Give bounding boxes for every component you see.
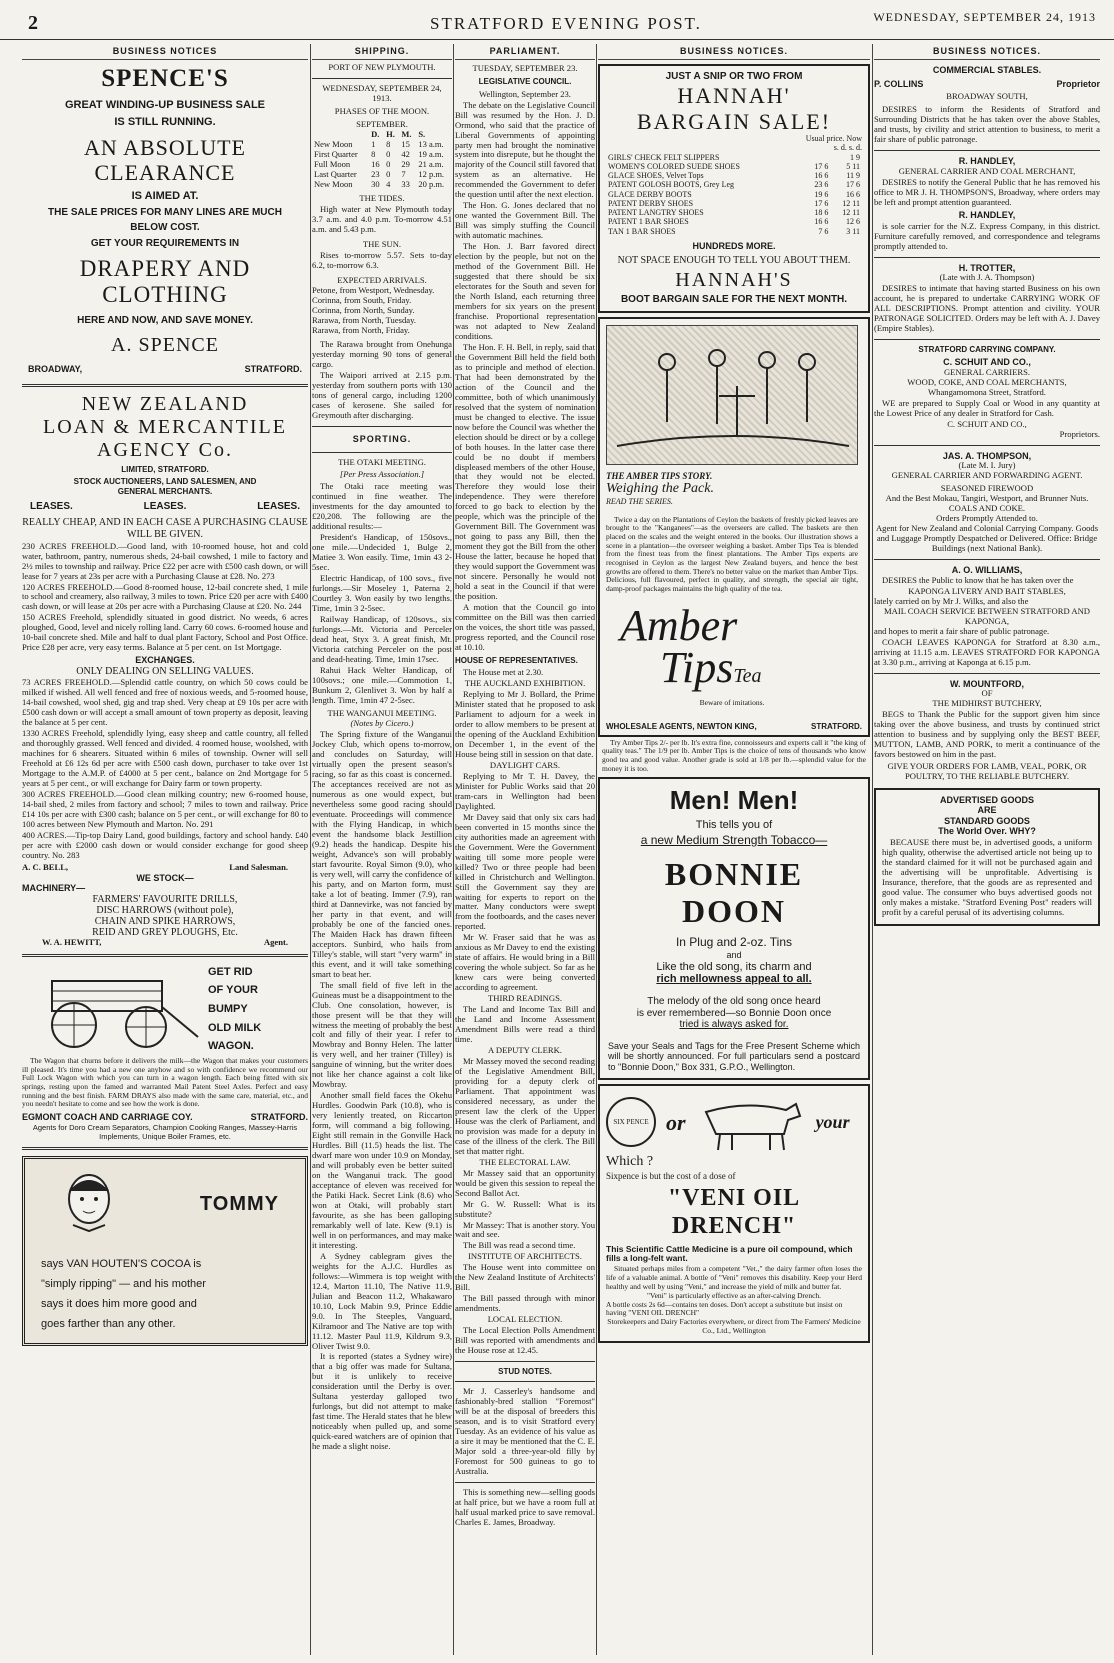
- council-paragraph: The Hon. G. Jones declared that no one wanted the Government Bill. The Bill was simply stuffing the Council with automatic machines.: [455, 200, 595, 241]
- spence-name: SPENCE'S: [101, 65, 229, 93]
- williams-kaponga: KAPONGA LIVERY AND BAIT STABLES,: [908, 586, 1066, 597]
- moon-row: First Quarter 8 0 42 19 a.m.: [314, 149, 444, 159]
- adv-heading: ADVERTISED GOODS: [939, 795, 1034, 806]
- column-rule: [596, 44, 597, 1655]
- veni-text: Situated perhaps miles from a competent "Vet.," the dairy farmer often loses the life of a valuable animal. A bottle of "Veni" removes this disability. Keep your Herd healthy and well by using "Veni," and increase the yield of milk and butter fat.: [606, 1264, 862, 1291]
- collins-title: Proprietor: [1056, 78, 1100, 89]
- bonnie-rich: rich mellowness appeal to all.: [656, 973, 812, 986]
- hannah-space: NOT SPACE ENOUGH TO TELL YOU ABOUT THEM.: [617, 255, 851, 267]
- wagon-town: STRATFORD.: [250, 1111, 308, 1122]
- machinery-item: DISC HARROWS (without pole),: [96, 904, 234, 916]
- otaki-title: THE OTAKI MEETING.: [338, 457, 426, 468]
- adv-heading: ARE: [977, 805, 997, 816]
- house-paragraph: Mr G. W. Russell: What is its substitute?: [455, 1198, 595, 1219]
- thompson-coals: COALS AND COKE.: [948, 502, 1026, 513]
- wagon-body: The Wagon that churns before it delivers the milk—the Wagon that makes your customers ill pleased. It's time you had a new one anyhow and so with confidence we recommend our Full Lock Wagon with which you can turn in a wagon length. Each being fitted with six springs, resting upon the famed and warranted Mail Patent Steel Axles. Perfect and easy running and the best finish. FARM DRAYS also made with the same care, material, etc., and you needn't hesitate to come and see how the work is done.: [22, 1056, 308, 1109]
- spence-line: GREAT WINDING-UP BUSINESS SALE: [64, 99, 266, 112]
- council-title: LEGISLATIVE COUNCIL.: [478, 77, 572, 87]
- port-title: PORT OF NEW PLYMOUTH.: [328, 62, 436, 73]
- shipping-date: WEDNESDAY, SEPTEMBER 24, 1913.: [322, 83, 442, 104]
- thompson-firewood: SEASONED FIREWOOD: [940, 482, 1034, 493]
- bonnie-like: Like the old song, its charm and: [656, 960, 812, 973]
- otaki-paragraph: Rahui Hack Welter Handicap, of 100sovs.; one mile.—Commotion 1, Bunkum 2, Glenlivet 3. Won by half a length. Time, 1min 47 2-5sec.: [312, 664, 452, 705]
- column-business-notices-2: [874, 44, 1100, 1655]
- listing: 150 ACRES Freehold, splendidly situated in good district. No weeds, 6 acres ploughed, Good, level and nicely rolling land. Carry 60 cows. 6-roomed house and 10-bail concrete shed. Mile and half to dual plant Factory, School and Post Office. Price £28 per acre, very easy terms. Balance at 5 per cent. on 1st Mortgage.: [22, 612, 308, 653]
- leases-label: LEASES.: [257, 500, 300, 512]
- mountford-notice: BEGS to Thank the Public for the support given him since taking over the above business, and trusts by continued strict attention to business and by supplying only the BEST BEEF, MUTTON, LAMB, AND PORK, to merit a continuance of the favors bestowed on him in the past.: [874, 709, 1100, 760]
- nzl-cheap: REALLY CHEAP, AND IN EACH CASE A PURCHASING CLAUSE WILL BE GIVEN.: [22, 517, 308, 541]
- handley: R. HANDLEY,: [958, 210, 1016, 221]
- listing: 1330 ACRES Freehold, splendidly lying, easy sheep and cattle country, all felled and thoroughly grassed. Well fenced and divided. 4 roomed house, woolshed, with machines for 6 shearers. Situated within 6 miles of township. Owner will sell Freehold at £6 12s 6d per acre with £500 cash down, purchaser to take over 1st Mortgage to the A.M.P. of £4000 at 5 per cent., balance on 2nd Mortgage for 5 years at 5 per cent., or will exchange for Dairy farm or town property.: [22, 728, 308, 789]
- house-paragraph: The House met at 2.30.: [463, 667, 544, 678]
- house-paragraph: Mr Massey: That is another story. You wait and see.: [455, 1219, 595, 1240]
- veni-which: Which ?: [606, 1154, 654, 1170]
- trotter: H. TROTTER,: [958, 262, 1016, 273]
- newspaper-title: STRATFORD EVENING POST.: [430, 14, 702, 33]
- amber-try-text: Try Amber Tips 2/- per lb. It's extra fine, connoisseurs and experts call it "the king of quality teas." The 1/9 per lb. Amber Tips is the choice of tens of thousands who know good tea and good value. Another grade is sold at 1/8 per lb.—splendid value for the money it is too.: [602, 737, 866, 773]
- house-title: HOUSE OF REPRESENTATIVES.: [455, 655, 578, 665]
- nzl-limited: LIMITED, STRATFORD.: [121, 465, 209, 475]
- moon-row: Last Quarter 23 0 7 12 p.m.: [314, 168, 445, 179]
- veni-or: or: [666, 1109, 686, 1135]
- adv-because: BECAUSE there must be, in advertised goods, a uniform high quality, otherwise the advertised article not being up to the standard claimed for it will not be purchased again and the advertising will be unprofitable. Advertising is Insurance, therefore, that the goods are as represented and good value. The consumer who buys advertised goods not only makes a mistake. "Stratford Evening Post" readers will profit by a careful perusal of its advertising columns.: [882, 836, 1092, 917]
- arrival-item: Rarawa, from North, Friday.: [312, 325, 410, 336]
- cocoa-name: TOMMY: [199, 1193, 279, 1216]
- house-paragraph: The Local Election Polls Amendment Bill was reported with amendments and the House rose at 12.45.: [455, 1325, 595, 1356]
- handley: R. HANDLEY,: [958, 156, 1016, 167]
- house-subhead: THE AUCKLAND EXHIBITION.: [464, 678, 586, 689]
- veni-text: "Veni" is particularly effective as an after-calving Drench.: [646, 1291, 822, 1301]
- amber-brand: Tips: [660, 642, 734, 692]
- spence-headline: DRAPERY AND CLOTHING: [79, 255, 251, 308]
- cocoa-line: says VAN HOUTEN'S COCOA is: [41, 1258, 202, 1271]
- nzl-salesman: A. C. BELL,: [22, 861, 69, 872]
- wagon-heading: GET RID: [208, 965, 253, 978]
- otaki-paragraph: President's Handicap, of 150sovs., one mile.—Undecided 1, Bulge 2, Matiee 3. Won easily. Time, 1min 43 2-5sec.: [312, 532, 452, 572]
- moon-col-header: S.: [418, 129, 426, 140]
- arrival-item: Corinna, from South, Friday.: [312, 295, 412, 306]
- machinery-item: REID AND GREY PLOUGHS, Etc.: [92, 926, 238, 938]
- handley-notice: DESIRES to notify the General Public that he has removed his office to MR J. H. THOMPSON'S, Broadway, where orders may be left and prompt attention guaranteed.: [874, 176, 1100, 207]
- price-row: GLACE DERBY BOOTS 19 6 16 6: [608, 189, 860, 199]
- amber-beware: Beware of imitations.: [699, 697, 765, 707]
- veni-sixpence: Sixpence is but the cost of a dose of: [606, 1170, 736, 1181]
- house-subhead: A DEPUTY CLERK.: [488, 1045, 562, 1056]
- nzl-sub: GENERAL MERCHANTS.: [117, 486, 213, 496]
- listing: 73 ACRES FREEHOLD.—Splendid cattle country, on which 50 cows could be milked if wished. All well fenced and free of noxious weeds, and 5-roomed house, 14-bail cowshed, wool shed, gig and trap shed. Very cheap at £9 10s per acre with £500 cash down or will accept a small amount of town property as deposit, leaving the balance at 5 per cent.: [22, 677, 308, 728]
- hannah-name: HANNAH': [677, 83, 791, 109]
- council-paragraph: The Hon. F. H. Bell, in reply, said that the Government Bill held the field both as to principle and method of election. That had been demonstrated by the action of the Council and the committee, both of which unanimously resolved that the system of nomination must be changed to elective. The issue now before the Council was whether the election should be direct or by a college of both houses. In the latter case there could be no doubt if members displeased members of the other House, that they would not be elected. Therefore they would lose their independence. They were therefore forced to go back to election by the people, which was the principle of the Government Bill. The Government was not going to pass any Bill, then the moment they got the Bill from the other House the latter, because he hoped that they would support the Government was not sincere. Personally he would not hold a seat in the Council if that were the position.: [455, 341, 595, 602]
- house-paragraph: The Bill was read a second time.: [463, 1240, 576, 1251]
- nzl-name: NEW ZEALAND: [81, 393, 249, 416]
- column-rule: [310, 44, 311, 1655]
- house-subhead: DAYLIGHT CARS.: [489, 759, 561, 770]
- listing: 300 ACRES FREEHOLD.—Good clean milking country; new 6-roomed house, 14-bail shed, 2 miles from factory and school; 7 miles to town and railway. Price £14 10s per acre with £300 cash; balance on 5 per cent., or will exchange for 80 to 100 acres between New Plymouth and Marton. No. 291: [22, 788, 308, 829]
- amber-read: READ THE SERIES.: [606, 497, 673, 507]
- column-advertisements: [598, 44, 870, 1655]
- wagon-advert: [22, 963, 308, 1142]
- collins-address: BROADWAY SOUTH,: [946, 91, 1028, 102]
- amber-body: Twice a day on the Plantations of Ceylon the baskets of freshly picked leaves are brought to the "Kanganees"—as the overseers are called. The baskets are then placed on the scales and the weight entered in the books. Our illustration shows a scene in a plantation—the overseer weighing a basket. Amber Tips Tea is blended from the finest teas from the finest plantations. The Amber Tips experts are recognised in Ceylon as the largest New Zealand buyers, and hence the best growths are offered to them. There's no better value on the market than Amber Tips. Delicious, full flavoured, perfect in quality, and strength, the special air tight, damp-proof packages maintains the high quality of the tea.: [606, 514, 858, 593]
- issue-date: WEDNESDAY, SEPTEMBER 24, 1913: [873, 10, 1096, 24]
- cocoa-line: says it does him more good and: [41, 1298, 197, 1311]
- wanganui-paragraph: The Spring fixture of the Wanganui Jockey Club, which opens to-morrow, and concludes on Saturday, will virtually open the present season's racing, so far as this coast is concerned. The acceptances received are not as numerous as one would expect, but nevertheless some good racing should eventuate. Proceedings will commence with the Flying Handicap, in which event the handsome black Jestillion (9.2) heads the handicap. Despite his weight, Advance's son will probably start favourite. Royal Simon (9.0), who is very well, will carry the confidence of his party, and on Marton form, must take a lot of beating. Immer (7.9), ran third at Dannevirke, was not fancied by her party in that event, and will probably be one of the fancied ones. The Maiden Hack has drawn fifteen acceptors. Sunbird, who hails from Tilley's stable, will start "very warm" in this event, and it will take something smart to beat her.: [312, 729, 452, 979]
- otaki-paragraph: Railway Handicap, of 120sovs., six furlongs.—Mt. Victoria and Perceler dead heat, Styx 3. A great finish, Mt. Victoria catching Perceler on the post and dead-heating. Time, 1min 17sec.: [312, 613, 452, 664]
- thompson-orders: Orders Promptly Attended to.: [936, 512, 1038, 523]
- arrival-item: Rarawa, from North, Tuesday.: [312, 315, 416, 326]
- house-paragraph: Replying to Mr T. H. Davey, the Minister for Public Works said that 20 tram-cars in Wellington had been Daylighted.: [455, 770, 595, 811]
- moon-row: Full Moon 16 0 29 21 a.m.: [314, 158, 444, 169]
- schuit-props: Proprietors.: [1059, 428, 1100, 439]
- veni-text: Storekeepers and Dairy Factories everywhere, or direct from The Farmers' Medicine Co., Ltd., Wellington: [607, 1317, 861, 1335]
- handley-title: GENERAL CARRIER AND COAL MERCHANT,: [898, 165, 1076, 176]
- cocoa-advert: [22, 1156, 308, 1346]
- williams-lately: lately carried on by Mr J. Wilks, and also the: [874, 596, 1029, 607]
- price-row: PATENT 1 BAR SHOES 16 6 12 6: [608, 217, 860, 227]
- sun-title: THE SUN.: [362, 239, 402, 250]
- nzl-agent: W. A. HEWITT,: [42, 936, 102, 947]
- hannah-usual-label: Usual price. Now: [805, 134, 862, 144]
- stud-body: Mr J. Casserley's handsome and fashionably-bred stallion "Foremost" will be at the disposal of breeders this season, and is to visit Stratford every Tuesday. As an evidence of his value as a sire it may be mentioned that the C. E. Major sold a three-year-old filly by Foremost for 500 guineas to go to Australia.: [455, 1386, 595, 1477]
- wagon-agents: Agents for Doro Cream Separators, Champion Cooking Ranges, Massey-Harris Implements, Unique Boiler Frames, etc.: [32, 1123, 298, 1141]
- house-paragraph: Mr Massey said that an opportunity would be given this session to repeal the Second Ballot Act.: [455, 1167, 595, 1198]
- nzl-agent-title: Agent.: [263, 936, 288, 947]
- tides-title: THE TIDES.: [359, 193, 405, 204]
- wanganui-paragraph: It is reported (states a Sydney wire) that a big offer was made for Sultana, but it is unlikely to receive consideration until the Derby is over. Sultana yesterday galloped two furlongs, but did not attempt to make fast time. The Herald states that he blew noticeably when pulled up, and some quick-eared watchers are of opinion that he made a slight noise.: [312, 1351, 452, 1452]
- veni-text: This Scientific Cattle Medicine is a pure oil compound, which fills a long-felt want.: [606, 1243, 853, 1264]
- thompson-agent: Agent for New Zealand and Colonial Carrying Company. Goods and Luggage Promptly Despatched or Delivered. Office: Bridge Buildings (next National Bank).: [875, 522, 1099, 553]
- leases-label: LEASES.: [143, 500, 187, 512]
- house-subhead: INSTITUTE OF ARCHITECTS.: [468, 1251, 582, 1262]
- price-row: PATENT LANGTRY SHOES 18 6 12 11: [608, 208, 860, 218]
- column-shipping-sporting: [312, 44, 452, 1655]
- wanganui-notes: (Notes by Cicero.): [350, 718, 414, 729]
- page-number: 2: [28, 12, 38, 34]
- house-subhead: THIRD READINGS.: [488, 993, 562, 1004]
- cocoa-line: goes farther than any other.: [41, 1317, 176, 1330]
- bonnie-plug: In Plug and 2-oz. Tins: [675, 935, 793, 950]
- spence-address: BROADWAY,: [28, 363, 83, 374]
- wagon-illustration: [22, 967, 200, 1051]
- bonnie-men: Men! Men!: [669, 785, 799, 816]
- james-notice: This is something new—selling goods at half price, but we have a room full at half usual marked price to save removal. Charles E. James, Broadway.: [455, 1487, 595, 1527]
- moon-month: SEPTEMBER.: [356, 119, 408, 130]
- wagon-heading: WAGON.: [208, 1040, 254, 1053]
- council-paragraph: The debate on the Legislative Council Bill was resumed by the Hon. J. D. Ormond, who said that the practice of Liberal Governments of appointing party men had brought the nominative system into disrepute, but he thought the majority of the Council still favored that system as an alternative. He recommended the Government to defer the question until after the next election.: [455, 99, 595, 200]
- advertised-goods-box: [874, 788, 1100, 926]
- amber-tips-advert: [598, 317, 870, 737]
- parliament-date: TUESDAY, SEPTEMBER 23.: [472, 63, 578, 74]
- house-paragraph: The House went into committee on the New Zealand Institute of Architects' Bill.: [455, 1262, 595, 1293]
- moon-col-header: D.: [371, 129, 380, 140]
- trotter-notice: DESIRES to intimate that having started Business on his own account, he is prepared to undertake CARRYING WORK OF ALL DESCRIPTIONS. Prompt attention and civility. YOUR PATRONAGE SOLICITED. Orders may be left with A. J. Davey (Empire Stables).: [874, 283, 1100, 334]
- house-paragraph: Mr Massey moved the second reading of the Legislative Amendment Bill, providing for a deputy clerk of Parliament. That appointment was considered necessary, as under the present law the clerk of the Upper House was the clerk of Parliament, and no provision was made for a deputy in case of the illness of the clerk. The Bill set that matter right.: [455, 1056, 595, 1156]
- amber-wholesale: WHOLESALE AGENTS, NEWTON KING,: [606, 721, 757, 731]
- trotter-late: (Late with J. A. Thompson): [939, 272, 1035, 283]
- nzl-stock: WE STOCK—: [136, 872, 194, 883]
- press-credit: [Per Press Association.]: [339, 469, 425, 480]
- wagon-firm: EGMONT COACH AND CARRIAGE COY.: [22, 1111, 193, 1122]
- otaki-paragraph: Electric Handicap, of 100 sovs., five furlongs.—Sir Moseley 1, Paterna 2, Courtley 3. Won easily by two lengths. Time, 1min 3 2-5sec.: [312, 572, 452, 613]
- column-business-notices: [22, 44, 308, 1655]
- sun-body: Rises to-morrow 5.57. Sets to-day 6.2, to-morrow 6.3.: [312, 250, 452, 271]
- spence-town: STRATFORD.: [244, 363, 302, 374]
- machinery-item: FARMERS' FAVOURITE DRILLS,: [92, 893, 238, 905]
- williams-mail: MAIL COACH SERVICE BETWEEN STRATFORD AND KAPONGA,: [884, 606, 1090, 627]
- hannah-price-table: [606, 153, 862, 236]
- nzl-salesman-title: Land Salesman.: [229, 861, 288, 872]
- wanganui-title: THE WANGANUI MEETING.: [327, 708, 437, 719]
- mountford-butchery: THE MIDHIRST BUTCHERY,: [932, 698, 1042, 709]
- moon-title: PHASES OF THE MOON.: [334, 106, 430, 117]
- carrying-title: STRATFORD CARRYING COMPANY.: [918, 345, 1056, 355]
- hannah-boot: BOOT BARGAIN SALE FOR THE NEXT MONTH.: [620, 294, 848, 306]
- nzl-name: LOAN & MERCANTILE: [43, 416, 287, 439]
- house-paragraph: Replying to Mr J. Bollard, the Prime Minister stated that he proposed to ask Parliament to adjourn for a week in order to allow members to be present at the opening of the Auckland Exhibition on December 1, in the event of the House being still in session on that date.: [455, 689, 595, 759]
- moon-table: [312, 130, 452, 189]
- sixpence-coin-icon: SIX PENCE: [606, 1097, 656, 1147]
- hannah-units: s. d. s. d.: [833, 143, 862, 153]
- price-row: GIRLS' CHECK FELT SLIPPERS 1 9: [608, 152, 860, 162]
- nzl-machinery: MACHINERY—: [22, 883, 86, 894]
- handley-notice: is sole carrier for the N.Z. Express Company, in this district. Furniture carefully removed, and correspondence and telegrams promptly attended to.: [874, 220, 1100, 251]
- price-row: GLACE SHOES, Velvet Tops 16 6 11 9: [608, 171, 860, 181]
- column-parliament: [455, 44, 595, 1655]
- listing: 400 ACRES.—Tip-top Dairy Land, good buildings, factory and school handy. £40 per acre with £2000 cash down or would consider exchange for good sheep country. No. 283: [22, 829, 308, 860]
- house-paragraph: Mr W. Fraser said that he was as anxious as Mr Davey to end the existing state of affairs. He would bring in a Bill covering the whole subject. So far as he knew cars were being converted according to agreement.: [455, 932, 595, 993]
- collins: P. COLLINS: [874, 78, 924, 89]
- schuit-title: GENERAL CARRIERS.: [943, 366, 1031, 377]
- amber-tea: Tea: [733, 664, 762, 687]
- moon-col-header: M.: [401, 129, 412, 140]
- spence-line: HERE AND NOW, AND SAVE MONEY.: [77, 314, 253, 326]
- cow-illustration: [696, 1092, 806, 1152]
- section-header: PARLIAMENT.: [455, 44, 595, 60]
- spence-line: BELOW COST.: [130, 222, 200, 234]
- adv-heading: STANDARD GOODS: [944, 815, 1030, 826]
- column-rule: [872, 44, 873, 1655]
- amber-brand: Amber: [620, 600, 738, 650]
- hannah-sale: BARGAIN SALE!: [636, 108, 832, 134]
- spence-line: GET YOUR REQUIREMENTS IN: [90, 237, 240, 249]
- house-paragraph: The Land and Income Tax Bill and the Land and Income Assessment Amendment Bills were read a third time.: [455, 1004, 595, 1045]
- price-row: WOMEN'S COLORED SUEDE SHOES 17 6 5 11: [608, 161, 860, 171]
- section-header: BUSINESS NOTICES.: [874, 44, 1100, 60]
- wagon-heading: OLD MILK: [208, 1021, 262, 1034]
- price-row: PATENT DERBY SHOES 17 6 12 11: [608, 198, 860, 208]
- veni-brand: "VENI OIL DRENCH": [667, 1184, 801, 1239]
- cocoa-line: "simply ripping" — and his mother: [41, 1278, 206, 1291]
- spence-headline: AN ABSOLUTE CLEARANCE: [84, 134, 246, 186]
- wagon-heading: OF YOUR: [208, 984, 258, 997]
- williams-hopes: and hopes to merit a fair share of public patronage.: [874, 625, 1050, 636]
- spence-line: IS STILL RUNNING.: [114, 116, 216, 129]
- wanganui-paragraph: Another small field faces the Okehu Hurdles. Goodwin Park (10.8), who is very leniently treated, on Riccarton form, will command a big following. Eight still remain in the Gonville Hack Hurdles. Bill (11.5) heads the list. The dwarf mare won under 10.9 on Monday, and will probably even be better suited on the Wanganui track. The good acceptance of eleven was received for the Patiki Hack. Secret Link (8.6) who won at Otaki, will probably start favourite, as she has been galloping remarkably well of late. Kew (9.1) is well in on performances, and may make it interesting.: [312, 1090, 452, 1250]
- bonnie-melody: is ever remembered—so Bonnie Doon once: [636, 1007, 832, 1019]
- otaki-paragraph: The Otaki race meeting was continued in fine weather. The investments for the day amounted to £20,208. The following are the additional results:—: [312, 481, 452, 532]
- arrivals-title: EXPECTED ARRIVALS.: [337, 275, 427, 286]
- masthead: [0, 0, 1114, 40]
- house-subhead: THE ELECTORAL LAW.: [479, 1156, 571, 1167]
- nzl-exchanges: EXCHANGES.: [135, 655, 195, 666]
- stud-title: STUD NOTES.: [498, 1367, 552, 1377]
- sporting-header: SPORTING.: [352, 433, 412, 444]
- section-header: SHIPPING.: [312, 44, 452, 60]
- veni-advert: [598, 1084, 870, 1343]
- veni-text: A bottle costs 2s 6d—contains ten doses. Don't accept a substitute but insist on having "VENI OIL DRENCH": [606, 1299, 843, 1318]
- wanganui-paragraph: A Sydney cablegram gives the weights for the A.J.C. Hurdles as follows:—Wimmera is top weight with 12.4, Marton 11.10, The Native 11.9, Julian and Beacon 11.2, Whakawaro 10.10, Lock Mabin 9.9, Prince Eddie 9.0. In The Steeples, Vanguard, Kilramoor and The Native are top with 11.12. Master Paul 11.9, Kildrum 9.3, Oliver Twist 9.0.: [312, 1250, 452, 1351]
- bonnie-medium: a new Medium Strength Tobacco—: [640, 833, 828, 848]
- bonnie-save: Save your Seals and Tags for the Free Present Scheme which will be shortly announced. For full particulars send a postcard to "Bonnie Doon," Box 331, G.P.O., Wellington.: [608, 1040, 860, 1072]
- moon-col-header: H.: [386, 129, 395, 140]
- council-paragraph: A motion that the Council go into committee on the Bill was then carried on the voices, the short title was passed, progress reported, and the Council rose at 10.10.: [455, 602, 595, 652]
- price-row: PATENT GOLOSH BOOTS, Grey Leg 23 6 17 6: [608, 180, 860, 190]
- bonnie-melody: The melody of the old song once heard: [647, 996, 821, 1008]
- arrival-item: Petone, from Westport, Wednesday.: [312, 285, 435, 296]
- machinery-item: CHAIN AND SPIKE HARROWS,: [94, 915, 236, 927]
- council-dateline: Wellington, September 23.: [479, 88, 571, 99]
- council-paragraph: The Hon. J. Barr favored direct election by the people, but not on the method of the Government Bill. He suggested that there should be six electorates for the South and seven for the North Island, each returning three members for six years on the present franchise. Proportional representation was not adapted to New Zealand conditions.: [455, 241, 595, 341]
- schuit-wood: WOOD, COKE, AND COAL MERCHANTS,: [907, 376, 1067, 387]
- moon-row: New Moon 1 8 15 13 a.m.: [314, 139, 444, 150]
- williams-coach: COACH LEAVES KAPONGA for Stratford at 8.30 a.m., arriving at 11.15 a.m. LEAVES STRATFORD FOR KAPONGA at 3.30 p.m., arriving at Kaponga at 6.15 p.m.: [874, 636, 1100, 667]
- mountford-of: OF: [981, 688, 993, 699]
- house-subhead: LOCAL ELECTION.: [487, 1314, 563, 1325]
- williams-notice: DESIRES the Public to know that he has taken over the: [882, 575, 1074, 586]
- bonnie-and: and: [726, 950, 742, 961]
- hannah-hundreds: HUNDREDS MORE.: [692, 240, 776, 251]
- nzl-advert: [22, 393, 308, 948]
- adv-world: The World Over. WHY?: [938, 826, 1036, 837]
- williams: A. O. WILLIAMS,: [951, 564, 1023, 575]
- listing: 230 ACRES FREEHOLD.—Good land, with 10-roomed house, hot and cold water, bathroom, pantry, numerous sheds, 24-bail cowshed, 1 mile to factory and 2½ miles to township and railway. Price £22 per acre with £500 cash down, or will lease for 7 years at 23s per acre with a Purchasing Clause at £28. No. 273: [22, 540, 308, 581]
- thompson: JAS. A. THOMPSON,: [942, 450, 1032, 461]
- listing: 120 ACRES FREEHOLD.—Good 8-roomed house, 12-bail concrete shed, 1 mile to school and creamery, also railway, 3 miles to town. Price £20 per acre with £400 cash down, or will lease at 20s per acre with a Purchasing Clause at £20. No. 244: [22, 581, 308, 612]
- hannah-name-2: HANNAH'S: [675, 269, 793, 292]
- collins-notice: DESIRES to inform the Residents of Stratford and Surrounding Districts that he has taken over the above Stables, and trusts, by civility and strict attention to business, to merit a fair share of public patronage.: [874, 104, 1100, 145]
- spence-advert: [22, 60, 308, 378]
- spence-line: THE SALE PRICES FOR MANY LINES ARE MUCH: [48, 206, 282, 218]
- mountford-give: GIVE YOUR ORDERS FOR LAMB, VEAL, PORK, OR POULTRY, TO THE RELIABLE BUTCHERY.: [887, 761, 1087, 782]
- price-row: TAN 1 BAR SHOES 7 6 3 11: [608, 226, 860, 236]
- schuit: C. SCHUIT AND CO.,: [943, 357, 1031, 368]
- shipping-note: The Waipori arrived at 2.15 p.m. yesterday from southern ports with 130 tons of general cargo, including 1200 cases of kerosene. She sailed for Greymouth after discharging.: [312, 369, 452, 420]
- thompson-best: And the Best Mokau, Tangiri, Westport, and Brunner Nuts.: [885, 492, 1089, 503]
- bonnie-doon-advert: [598, 777, 870, 1080]
- hannah-snip: JUST A SNIP OR TWO FROM: [665, 71, 803, 83]
- house-paragraph: Mr Davey said that only six cars had been converted in 15 months since the city authorities made an agreement with the Government. Were the Government waiting till some more people were killed? Two or three people had been killed in Christchurch and Wellington. Still the Government say they are waiting for experts to report on the matter. Many conductors were swept from the footboards, and the cases never reported.: [455, 811, 595, 932]
- section-header: BUSINESS NOTICES: [22, 44, 308, 60]
- amber-story: THE AMBER TIPS STORY.: [606, 470, 713, 481]
- tides-body: High water at New Plymouth today 3.7 a.m. and 4.0 p.m. To-morrow 4.51 a.m. and 5.43 p.m.: [312, 204, 452, 235]
- nzl-only: ONLY DEALING ON SELLING VALUES.: [76, 665, 254, 677]
- wanganui-paragraph: The small field of five left in the Guineas must be a disappointment to the Club. One consolation, however, is those present will be that they will witness the meeting of probably the best colt and filly of their year. I refer to Mowbray and Bonny Helen. The latter is very well, and her trainer (Tilley) is sanguine of winning, but the writer does not like her chance against a colt like Mowbray.: [312, 979, 452, 1090]
- amber-weighing: Weighing the Pack.: [606, 481, 714, 497]
- hannah-advert: [598, 64, 870, 312]
- arrival-item: Corinna, from North, Sunday.: [312, 305, 415, 316]
- column-rule: [453, 44, 454, 1655]
- thompson-late: (Late M. I. Jury): [958, 459, 1016, 470]
- schuit: C. SCHUIT AND CO.,: [947, 418, 1027, 429]
- bonnie-melody: tried is always asked for.: [679, 1019, 789, 1031]
- bonnie-brand: BONNIE DOON: [664, 856, 804, 930]
- wagon-heading: BUMPY: [208, 1002, 248, 1015]
- tommy-portrait: [53, 1165, 125, 1237]
- nzl-sub: STOCK AUCTIONEERS, LAND SALESMEN, AND: [73, 477, 257, 487]
- mountford: W. MOUNTFORD,: [950, 678, 1024, 689]
- amber-town: STRATFORD.: [811, 721, 862, 731]
- stables-title: COMMERCIAL STABLES.: [932, 65, 1042, 76]
- veni-your: your: [815, 1111, 850, 1132]
- schuit-street: Whangamomona Street, Stratford.: [928, 386, 1046, 397]
- shipping-note: The Rarawa brought from Onehunga yesterday morning 90 tons of general cargo.: [312, 339, 452, 369]
- leases-label: LEASES.: [30, 500, 73, 512]
- moon-row: New Moon 30 4 33 20 p.m.: [314, 178, 445, 189]
- spence-firm: A. SPENCE: [111, 334, 219, 357]
- spence-line: IS AIMED AT.: [131, 189, 199, 202]
- schuit-notice: WE are prepared to Supply Coal or Wood in any quantity at the Lowest Price of any dealer in Stratford for Cash.: [874, 397, 1100, 418]
- plantation-illustration: [606, 325, 858, 465]
- bonnie-tells: This tells you of: [695, 819, 773, 832]
- house-paragraph: The Bill passed through with minor amendments.: [455, 1293, 595, 1314]
- thompson-title: GENERAL CARRIER AND FORWARDING AGENT.: [891, 469, 1083, 480]
- section-header: BUSINESS NOTICES.: [598, 44, 870, 60]
- nzl-name: AGENCY Co.: [97, 439, 233, 462]
